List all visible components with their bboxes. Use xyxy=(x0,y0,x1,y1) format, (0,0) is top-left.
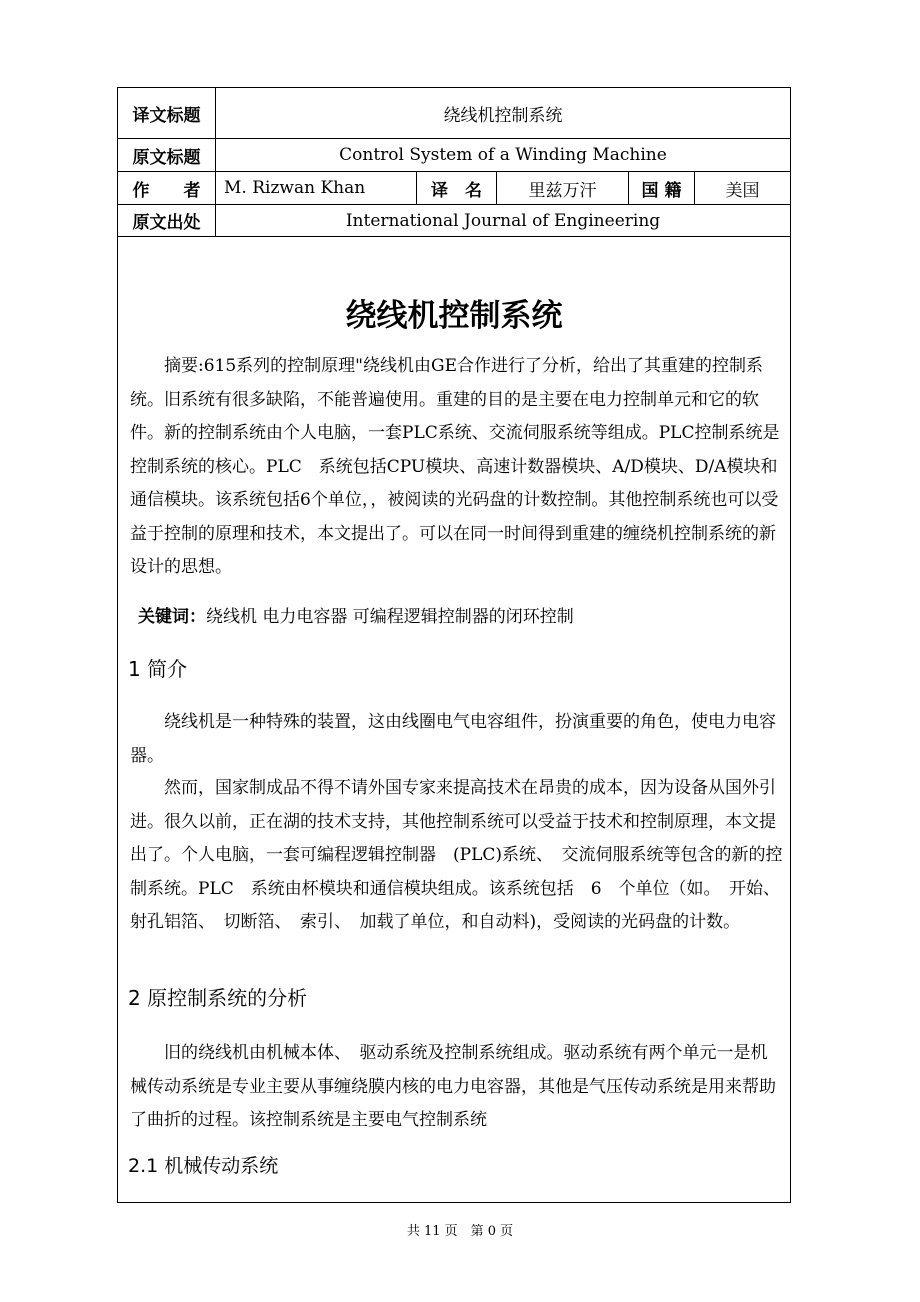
header-row-author xyxy=(118,172,790,205)
intro-paragraph-2: 然而，国家制成品不得不请外国专家来提高技术在昂贵的成本，因为设备从国外引进。很久以前，正在湖的技术支持，其他控制系统可以受益于技术和控制原理，本文提出了。个人电脑，一套可编程逻辑控制器 (PLC)系统、 交流伺服系统等包含的新的控制系统。PLC 系统由杯模块和通信模块组成。该系统包括 6 个单位（如。 开始、射孔铝箔、 切断箔、 索引、 加载了单位，和自动料)，受阅读的光码盘的计数。 xyxy=(130,778,783,932)
analysis-paragraph-1: 旧的绕线机由机械本体、 驱动系统及控制系统组成。驱动系统有两个单元一是机械传动系统是专业主要从事缠绕膜内核的电力电容器，其他是气压传动系统是用来帮助了曲折的过程。该控制系统是主要电气控制系统 xyxy=(130,1043,776,1130)
author-value: M. Rizwan Khan xyxy=(215,172,416,204)
source-value: International Journal of Engineering xyxy=(215,205,790,236)
translated-title-value: 绕线机控制系统 xyxy=(215,88,790,138)
header-row-original-title xyxy=(118,139,790,172)
keywords-line xyxy=(138,602,574,627)
nationality-label: 国 籍 xyxy=(628,172,694,204)
subsection-heading-mechanical: 2.1 机械传动系统 xyxy=(128,1155,279,1177)
header-row-translated-title xyxy=(118,88,790,139)
translated-title-label: 译文标题 xyxy=(132,105,201,126)
translated-name-value: 里兹万汗 xyxy=(496,172,628,204)
document-frame xyxy=(117,87,791,1203)
original-title-value: Control System of a Winding Machine xyxy=(215,139,790,171)
page-footer: 共 11 页 第 0 页 xyxy=(406,1224,514,1239)
section-heading-intro: 1 简介 xyxy=(128,657,188,681)
keywords-label: 关键词： xyxy=(138,607,206,627)
intro-paragraph-1: 绕线机是一种特殊的装置，这由线圈电气电容组件，扮演重要的角色，使电力电容器。 xyxy=(130,712,776,766)
section-heading-analysis: 2 原控制系统的分析 xyxy=(128,986,308,1010)
abstract-paragraph: 摘要:615系列的控制原理"绕线机由GE合作进行了分析，给出了其重建的控制系统。旧系统有很多缺陷，不能普遍使用。重建的目的是主要在电力控制单元和它的软件。新的控制系统由个人电脑，一套PLC系统、交流伺服系统等组成。PLC控制系统是控制系统的核心。PLC 系统包括CPU模块、高速计数器模块、A/D模块、D/A模块和通信模块。该系统包括6个单位，，被阅读的光码盘的计数控制。其他控制系统也可以受益于控制的原理和技术，本文提出了。可以在同一时间得到重建的缠绕机控制系统的新设计的思想。 xyxy=(130,356,780,577)
header-row-source xyxy=(118,205,790,237)
document-title: 绕线机控制系统 xyxy=(345,298,563,334)
nationality-value: 美国 xyxy=(694,172,790,204)
author-label: 作 者 xyxy=(132,180,201,201)
translated-name-label: 译 名 xyxy=(416,172,496,204)
source-label: 原文出处 xyxy=(132,213,201,233)
original-title-label: 原文标题 xyxy=(132,147,201,168)
keywords-text: 绕线机 电力电容器 可编程逻辑控制器的闭环控制 xyxy=(206,607,574,627)
